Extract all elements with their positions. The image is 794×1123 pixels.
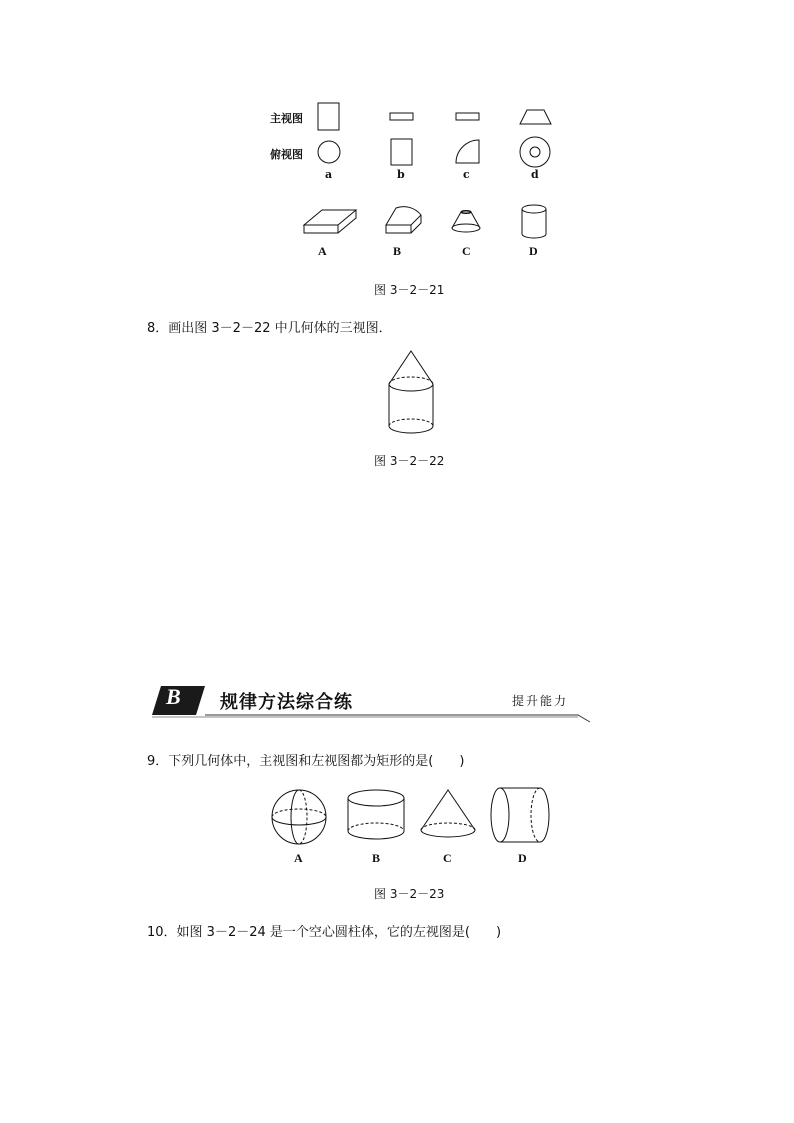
sub-label-d: d — [531, 168, 539, 181]
view-a-top — [318, 141, 340, 163]
view-b-main — [390, 113, 413, 120]
section-subtitle: 提升能力 — [512, 694, 569, 708]
view-a-main — [318, 103, 339, 130]
solid-label-c: C — [462, 244, 471, 258]
view-b-top — [391, 139, 412, 165]
option-label-d: D — [518, 851, 527, 865]
question-text: 10．如图 3－2－24 是一个空心圆柱体，它的左视图是( ) — [147, 925, 502, 940]
sub-label-a: a — [325, 168, 333, 181]
view-d-main — [520, 110, 551, 124]
solid-d-cylinder — [522, 205, 546, 238]
solids-figure — [0, 785, 794, 855]
figure-caption: 图 3－2－21 — [374, 283, 445, 297]
horizontal-cylinder — [491, 788, 549, 842]
sub-label-c: c — [463, 168, 470, 181]
row-label-main-view: 主视图 — [270, 112, 303, 125]
view-c-top — [456, 140, 479, 163]
solid-b-quarter — [386, 207, 421, 233]
solid-label-b: B — [393, 244, 402, 258]
option-label-c: C — [443, 851, 452, 865]
view-d-top-inner — [530, 147, 540, 157]
cylinder — [348, 790, 404, 839]
solid-c-frustum — [452, 211, 480, 233]
view-d-top-outer — [520, 137, 550, 167]
figure-caption: 图 3－2－22 — [374, 454, 445, 468]
sub-label-b: b — [397, 168, 405, 181]
cone — [421, 790, 475, 837]
solid-label-d: D — [529, 244, 538, 258]
option-label-b: B — [372, 851, 381, 865]
row-label-top-view: 俯视图 — [270, 148, 303, 161]
cone-on-cylinder-figure — [0, 345, 794, 465]
section-title: 规律方法综合练 — [220, 692, 353, 713]
solid-label-a: A — [318, 244, 327, 258]
solid-a-slab — [304, 210, 356, 233]
badge-letter: B — [166, 684, 181, 709]
question-text: 9．下列几何体中，主视图和左视图都为矩形的是( ) — [147, 754, 465, 769]
figure-caption: 图 3－2－23 — [374, 887, 445, 901]
question-text: 8．画出图 3－2－22 中几何体的三视图． — [147, 321, 392, 336]
view-c-main — [456, 113, 479, 120]
sphere — [272, 790, 326, 844]
banner-graphic — [0, 680, 794, 730]
option-label-a: A — [294, 851, 303, 865]
